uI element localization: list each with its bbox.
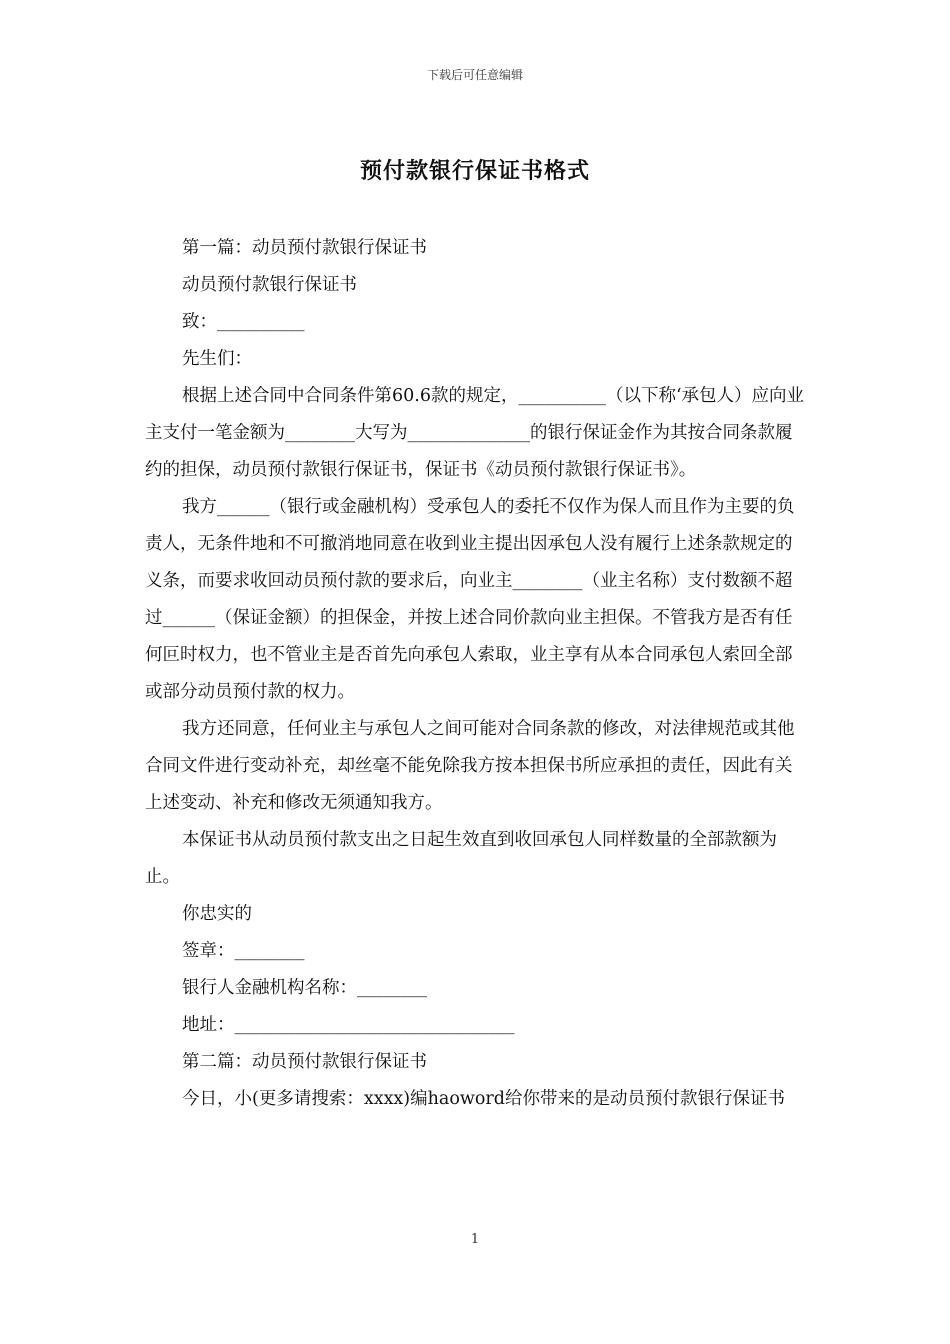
paragraph-modification-consent: 我方还同意，任何业主与承包人之间可能对合同条款的修改，对法律规范或其他合同文件进行变动补充，却丝毫不能免除我方按本担保书所应承担的责任，因此有关上述变动、补充和修改无须通知我方。 [145,719,795,813]
paragraph-contract-basis: 根据上述合同中合同条件第60.6款的规定，__________（以下称‘承包人）应向业主支付一笔金额为________大写为______________的银行保证金作为其按合同条款履约的担保，动员预付款银行保证书，保证书《动员预付款银行保证书》。 [145,386,805,480]
guarantee-title: 动员预付款银行保证书 [182,275,357,295]
salutation: 先生们： [182,349,252,369]
address-line: 地址：________________________________ [182,1015,515,1035]
closing-line: 你忠实的 [182,904,252,924]
paragraph-guarantor-commitment: 我方______（银行或金融机构）受承包人的委托不仅作为保人而且作为主要的负责人，无条件地和不可撤消地同意在收到业主提出因承包人没有履行上述条款规定的义条，而要求收回动员预付款的要求后，向业主________（业主名称）支付数额不超过______（保证金额）的担保金，并按上述合同价款向业主担保。不管我方是否有任何叵时权力，也不管业主是否首先向承包人索取，业主享有从本合同承包人索回全部或部分动员预付款的权力。 [145,497,795,702]
paragraph-intro: 今日，小(更多请搜索：xxxx)编haoword给你带来的是动员预付款银行保证书 [182,1089,785,1109]
page-header-note: 下载后可任意编辑 [426,68,523,82]
section-heading-1: 第一篇：动员预付款银行保证书 [182,238,427,258]
page-number: 1 [470,1232,480,1247]
bank-name-line: 银行人金融机构名称：________ [182,978,427,998]
document-body [145,230,807,1118]
section-heading-2: 第二篇：动员预付款银行保证书 [182,1052,427,1072]
paragraph-validity: 本保证书从动员预付款支出之日起生效直到收回承包人同样数量的全部款额为止。 [145,830,777,887]
addressee-line: 致：__________ [182,312,305,332]
signature-line: 签章：________ [182,941,305,961]
document-title: 预付款银行保证书格式 [359,158,590,184]
